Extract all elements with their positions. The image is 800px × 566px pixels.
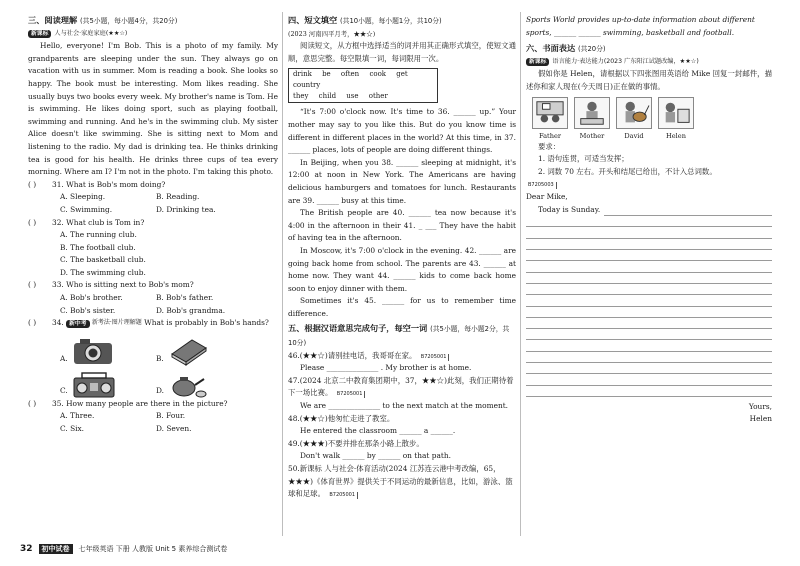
word-bank-item: child — [318, 92, 337, 101]
option-31c: C. Swimming. — [60, 204, 113, 214]
book-icon — [168, 336, 208, 366]
question-34 — [28, 317, 278, 398]
reading-passage: Hello, everyone! I'm Bob. This is a photo of my family. My grandparents are sleeping under the sun. They always go on vacation with us in summer. Mom is reading a book. She looks so happy. The book must be interesting. Mom likes reading. She usually buys two books every week. My brother's name is Tom. He is swimming. He likes doing sport, such as playing football, swimming and running. And he's in the swimming club. My sister Alice doesn't like swimming. She is sitting next to Mom and listening to the radio. My dad is drinking tea. He thinks drinking tea is good for his health. He drinks three cups of tea every morning. Where am I? I'm not in the photo. I'm taking this photo. — [28, 41, 278, 177]
word-bank-item: be — [322, 70, 331, 79]
letter-opening-row — [526, 204, 772, 217]
item-number: 49. — [288, 438, 300, 448]
option-33b: B. Bob's father. — [156, 293, 214, 303]
option-32d: D. The swimming club. — [60, 267, 146, 277]
word-bank-item: other — [368, 92, 388, 101]
item-code: B7205001 — [335, 391, 366, 398]
option-35a: A. Three. — [60, 411, 95, 421]
section3-meta: (共5小题，每小题4分，共20分) — [80, 17, 178, 25]
radio-icon — [72, 372, 116, 398]
section5-title: 五、根据汉语意思完成句子，每空一词 — [288, 323, 428, 334]
writing-line[interactable] — [526, 250, 772, 261]
family-label: David — [624, 131, 644, 140]
word-bank-item: often — [340, 70, 360, 79]
translation-item-49 — [288, 438, 516, 463]
page-footer — [20, 544, 227, 554]
word-bank-item: they — [293, 92, 309, 101]
item-number: 46. — [288, 350, 300, 360]
writing-line[interactable] — [526, 273, 772, 284]
writing-line[interactable] — [526, 329, 772, 340]
option-32c: C. The basketball club. — [60, 255, 146, 265]
section6-tagline: 语言能力·表达能力(2023 广东阳江试题改编，★★☆) — [552, 57, 699, 65]
question-32 — [28, 217, 278, 280]
writing-line[interactable] — [526, 307, 772, 318]
writing-line[interactable] — [526, 227, 772, 238]
item-number: 50. — [288, 464, 300, 473]
answer-paren-32[interactable]: ( ) — [28, 217, 37, 227]
writing-line[interactable] — [526, 363, 772, 374]
cloze-paragraph: Sometimes it's 45. ______ for us to remember time difference. — [288, 296, 516, 318]
writing-line[interactable] — [526, 261, 772, 272]
footer-brand: 初中试卷 — [39, 544, 73, 554]
writing-line[interactable] — [526, 239, 772, 250]
writing-area[interactable] — [526, 216, 772, 397]
section3-title: 三、阅读理解 — [28, 15, 78, 25]
page-number: 32 — [20, 544, 33, 554]
family-label: Helen — [666, 131, 686, 140]
section6-meta: (共20分) — [578, 45, 606, 54]
answer-paren-35[interactable]: ( ) — [28, 398, 37, 408]
section5-meta: (共5小题，每小题2分，共10分) — [288, 325, 510, 348]
option-32b: B. The football club. — [60, 242, 136, 252]
section4-title: 四、短文填空 — [288, 15, 338, 25]
teapot-icon — [168, 370, 208, 398]
question-num-34: 34. — [52, 318, 64, 328]
translation-item-48 — [288, 413, 516, 438]
answer-paren-33[interactable]: ( ) — [28, 280, 37, 290]
letter-closing: Yours, — [748, 401, 772, 411]
word-bank-item: use — [346, 92, 359, 101]
section6-tagline-row — [526, 56, 772, 69]
word-bank-item: get — [396, 70, 408, 79]
cloze-paragraph: In Moscow, it's 7:00 o'clock in the evening. 42. ______ are going back home from school. The parents are 43. ______ at home now. They want 44. ______ kids to come back home soon to enjoy dinner with them. — [288, 245, 516, 293]
writing-line[interactable] — [526, 374, 772, 385]
family-labels — [526, 132, 772, 141]
helen-picture-icon — [658, 97, 694, 129]
item-chinese: (★★★)不要并排在那条小路上散步。 — [299, 438, 424, 448]
cloze-paragraph: “It's 7:00 o'clock now. It's time to 36. ______ up.” Your mother may say to you like this. But do you know time is different in different places in the world? At this time, in 37. ______ places, lots of people are doing different things. — [288, 107, 516, 155]
item-english-48[interactable]: He entered the classroom ______ a ______. — [300, 426, 456, 436]
option-31b: B. Reading. — [156, 192, 200, 202]
item-chinese: (2024 北京二中教育集团期中，37，★★☆)此刻，我们正期待着下一场比赛。 — [288, 375, 514, 398]
writing-line[interactable] — [526, 216, 772, 227]
camera-icon — [72, 336, 114, 366]
david-picture-icon — [616, 97, 652, 129]
section4-heading — [288, 14, 516, 28]
word-bank-item: cook — [369, 70, 387, 79]
translation-item-46 — [288, 350, 516, 375]
section6-title: 六、书面表达 — [526, 43, 576, 54]
letter-opening: Today is Sunday. — [538, 204, 601, 214]
reading-section — [28, 14, 278, 436]
item-code: B7205001 — [327, 492, 358, 499]
column-divider — [520, 12, 521, 536]
word-bank — [288, 68, 438, 103]
letter-greeting: Dear Mike, — [526, 191, 568, 201]
section4-source: (2023 河南四平月考，★★☆) — [288, 29, 376, 38]
writing-line[interactable] — [526, 352, 772, 363]
option-31d: D. Drinking tea. — [156, 204, 216, 214]
question-31 — [28, 179, 278, 217]
item-number: 47. — [288, 375, 300, 385]
section4-instructions: 阅读短文，从方框中选择适当的词并用其正确形式填空，使短文通顺，意思完整。每空限填一词，每词限用一次。 — [288, 41, 516, 63]
question-35 — [28, 398, 278, 436]
question-stem-31: 31. What is Bob's mom doing? — [52, 179, 166, 189]
q34-label-a: A. — [60, 354, 68, 364]
q34-tagline: 新考法·图片理解题 — [91, 319, 142, 327]
translation-item-47 — [288, 375, 516, 413]
q34-label-d: D. — [156, 386, 165, 396]
letter-signature: Helen — [749, 414, 772, 424]
answer-paren-34[interactable]: ( ) — [28, 318, 37, 328]
section3-heading — [28, 14, 278, 28]
item50-english[interactable]: Sports World provides up-to-date information about different sports, ______ ______ swimming, basketball and football. — [526, 15, 755, 37]
answer-paren-31[interactable]: ( ) — [28, 179, 37, 189]
family-label: Father — [538, 131, 561, 140]
writing-line[interactable] — [526, 386, 772, 397]
word-bank-item: country — [293, 81, 321, 90]
section3-tag: 新课标 — [28, 30, 51, 38]
option-32a: A. The running club. — [60, 230, 137, 240]
option-35c: C. Six. — [60, 424, 85, 434]
family-label: Mother — [579, 131, 605, 140]
word-bank-item: drink — [293, 70, 312, 79]
mother-picture-icon — [574, 97, 610, 129]
cloze-paragraph: The British people are 40. ______ tea now because it's 4:00 in the afternoon in their 41. _ ___ They have the habit of having tea in the afternoon. — [288, 208, 516, 243]
question-33 — [28, 279, 278, 317]
writing-line[interactable] — [526, 295, 772, 306]
writing-line[interactable] — [604, 205, 772, 216]
question-stem-35: 35. How many people are there in the picture? — [52, 398, 228, 408]
writing-prompt: 假如你是 Helen，请根据以下四张图用英语给 Mike 回复一封邮件，描述你和家人现在(今天周日)正在做的事情。 — [526, 69, 772, 91]
option-33d: D. Bob's grandma. — [156, 305, 226, 315]
item-number: 48. — [288, 413, 300, 423]
cloze-section — [288, 14, 516, 501]
q34-label-b: B. — [156, 354, 164, 364]
writing-line[interactable] — [526, 318, 772, 329]
column-divider — [282, 12, 283, 536]
writing-line[interactable] — [526, 284, 772, 295]
item-english-46[interactable]: Please ______________ . My brother is at home. — [300, 363, 472, 373]
section4-meta: (共10小题，每小题1分，共10分) — [340, 17, 442, 25]
section3-tagline: 人与社会·家庭家庭(★★☆) — [54, 29, 128, 37]
item-code: B7205001 — [419, 354, 450, 361]
item-chinese: 新课标 人与社会·体育活动(2024 江苏连云港中考改编，65，★★★)《体育世界》提供关于不同运动的最新信息，比如，游泳、篮球和足球。 — [288, 464, 513, 499]
section6-tag: 新课标 — [526, 58, 549, 66]
family-pictures — [526, 97, 772, 129]
option-35b: B. Four. — [156, 411, 186, 421]
footer-text: 七年级英语 下册 人教版 Unit 5 素养综合测试卷 — [78, 545, 228, 553]
option-33a: A. Bob's brother. — [60, 293, 123, 303]
option-31a: A. Sleeping. — [60, 192, 106, 202]
item-chinese: (★★☆)他匆忙走进了教室。 — [299, 413, 395, 423]
question-stem-33: 33. Who is sitting next to Bob's mom? — [52, 280, 194, 290]
q34-label-c: C. — [60, 386, 68, 396]
requirement-item: 2. 词数 70 左右。开头和结尾已给出，不计入总词数。 — [538, 166, 717, 176]
father-picture-icon — [532, 97, 568, 129]
q34-tag: 新中考 — [66, 320, 89, 328]
item-english-47[interactable]: We are ______________ to the next match at the moment. — [300, 401, 509, 411]
question-stem-34: What is probably in Bob's hands? — [144, 318, 269, 328]
option-33c: C. Bob's sister. — [60, 305, 116, 315]
requirement-item: 1. 语句连贯，可适当发挥； — [538, 154, 629, 164]
requirements-title: 要求： — [538, 141, 561, 151]
item-chinese: (★★☆)请别挂电话，我哥哥在家。 — [299, 350, 417, 360]
writing-section — [526, 14, 772, 426]
writing-line[interactable] — [526, 340, 772, 351]
option-35d: D. Seven. — [156, 424, 192, 434]
writing-code: B7205003 — [526, 182, 557, 189]
item-english-49[interactable]: Don't walk ______ by ______ on that path. — [300, 451, 451, 461]
section3-tagline-row — [28, 28, 278, 41]
question-stem-32: 32. What club is Tom in? — [52, 217, 145, 227]
section6-heading — [526, 42, 772, 56]
section5-heading — [288, 322, 516, 349]
cloze-paragraph: In Beijing, when you 38. ______ sleeping at midnight, it's 12:00 at noon in New York. The Americans are having delicious hamburgers and tomatoes for lunch. Restaurants are 39. ______ busy at this time. — [288, 157, 516, 205]
translation-item-50 — [288, 463, 516, 501]
